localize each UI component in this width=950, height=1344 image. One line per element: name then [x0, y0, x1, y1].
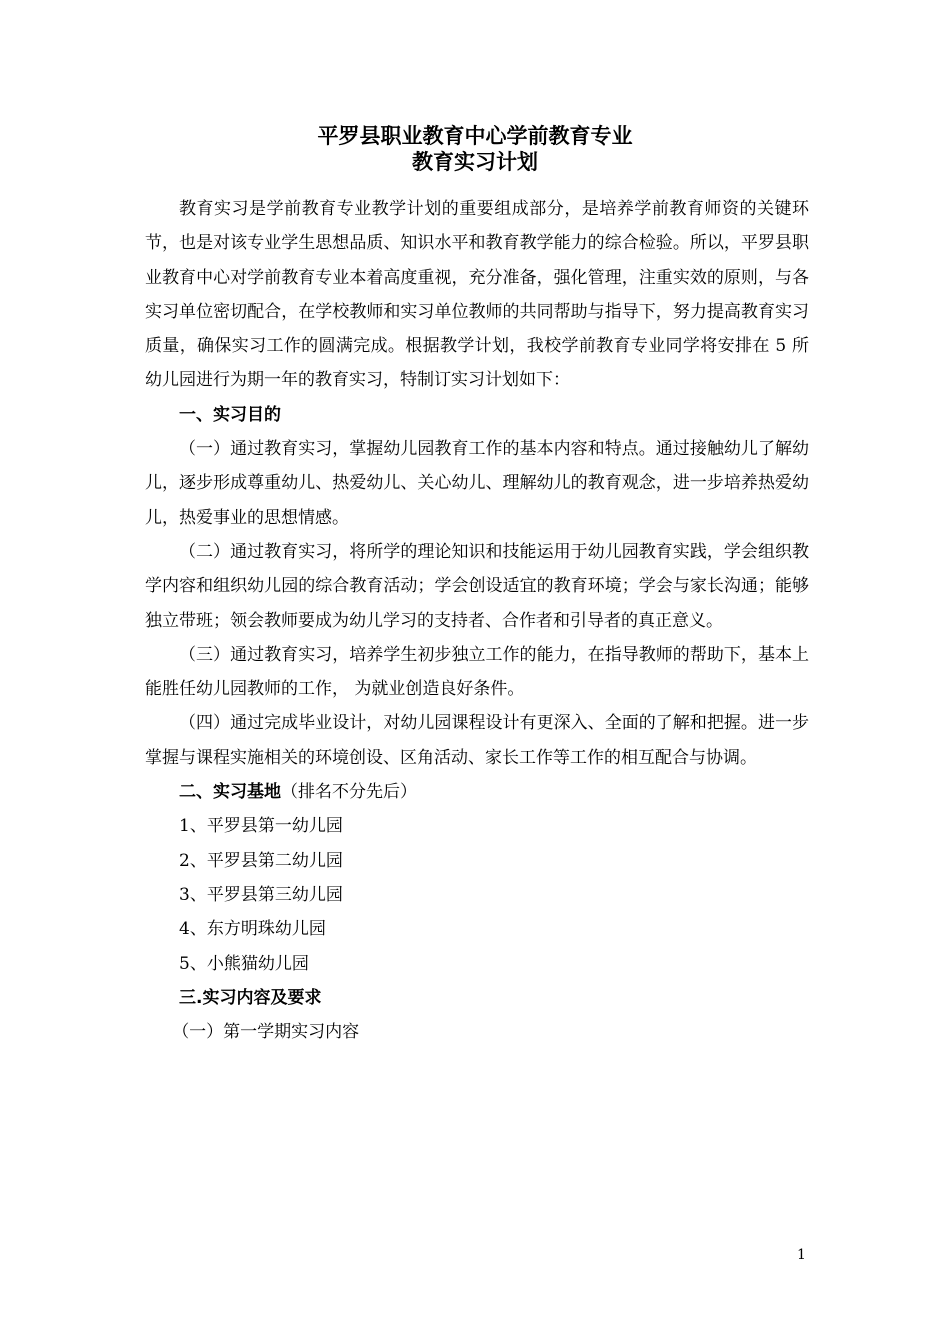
- section3-sub1: （一）第一学期实习内容: [172, 1022, 360, 1043]
- doc-body: [145, 192, 809, 1049]
- intro-paragraph: 教育实习是学前教育专业教学计划的重要组成部分，是培养学前教育师资的关键环节，也是对该专业学生思想品质、知识水平和教育教学能力的综合检验。所以，平罗县职业教育中心对学前教育专业本着高度重视，充分准备，强化管理，注重实效的原则，与各实习单位密切配合，在学校教师和实习单位教师的共同帮助与指导下，努力提高教育实习质量，确保实习工作的圆满完成。根据教学计划，我校学前教育专业同学将安排在 5 所幼儿园进行为期一年的教育实习，特制订实习计划如下：: [145, 199, 809, 391]
- section3-heading: 三.实习内容及要求: [179, 987, 322, 1008]
- page-number: 1: [797, 1247, 806, 1263]
- section1-item-3: （三）通过教育实习，培养学生初步独立工作的能力，在指导教师的帮助下，基本上能胜任幼儿园教师的工作， 为就业创造良好条件。: [145, 644, 809, 700]
- section2-heading-note: （排名不分先后）: [281, 782, 417, 803]
- base-list-item: 1、平罗县第一幼儿园: [179, 816, 343, 837]
- doc-title-line1: 平罗县职业教育中心学前教育专业: [317, 124, 633, 148]
- base-list-item: 2、平罗县第二幼儿园: [179, 850, 343, 871]
- section2-heading: 二、实习基地（排名不分先后）: [179, 782, 417, 803]
- section1-heading: 一、实习目的: [179, 404, 281, 425]
- base-list-item: 4、东方明珠幼儿园: [179, 919, 326, 940]
- section1-item-4: （四）通过完成毕业设计，对幼儿园课程设计有更深入、全面的了解和把握。进一步掌握与课程实施相关的环境创设、区角活动、家长工作等工作的相互配合与协调。: [145, 713, 809, 768]
- doc-title-line2: 教育实习计划: [412, 150, 538, 174]
- section1-item-1: （一）通过教育实习，掌握幼儿园教育工作的基本内容和特点。通过接触幼儿了解幼儿，逐步形成尊重幼儿、热爱幼儿、关心幼儿、理解幼儿的教育观念，进一步培养热爱幼儿，热爱事业的思想情感。: [145, 439, 809, 528]
- section1-item-2: （二）通过教育实习，将所学的理论知识和技能运用于幼儿园教育实践，学会组织教学内容和组织幼儿园的综合教育活动；学会创设适宜的教育环境；学会与家长沟通；能够独立带班；领会教师要成为幼儿学习的支持者、合作者和引导者的真正意义。: [145, 541, 809, 631]
- base-list-item: 3、平罗县第三幼儿园: [179, 884, 343, 905]
- base-list-item: 5、小熊猫幼儿园: [179, 953, 309, 974]
